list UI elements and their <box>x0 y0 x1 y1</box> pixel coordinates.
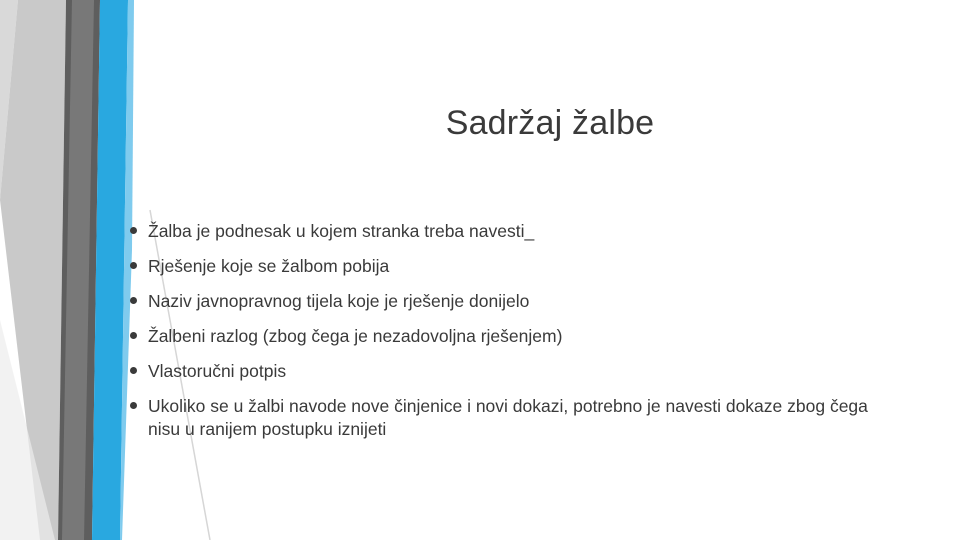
bullet-item <box>130 395 900 441</box>
bullet-text: Ukoliko se u žalbi navode nove činjenice i novi dokazi, potrebno je navesti dokaze zbog čega nisu u ranijem postupku iznijeti <box>148 396 868 439</box>
bullet-item <box>130 255 900 278</box>
bullet-icon <box>130 297 137 304</box>
bullet-icon <box>130 262 137 269</box>
bullet-list <box>130 220 900 453</box>
bullet-icon <box>130 227 137 234</box>
bullet-icon <box>130 402 137 409</box>
slide-title: Sadržaj žalbe <box>445 104 655 142</box>
bullet-item <box>130 360 900 383</box>
bullet-text: Vlastoručni potpis <box>148 361 287 381</box>
bullet-text: Naziv javnopravnog tijela koje je rješenje donijelo <box>148 291 530 311</box>
bullet-item <box>130 220 900 243</box>
bullet-text: Žalbeni razlog (zbog čega je nezadovoljna rješenjem) <box>148 326 563 346</box>
bullet-text: Žalba je podnesak u kojem stranka treba navesti_ <box>148 221 535 241</box>
bullet-item <box>130 290 900 313</box>
bullet-icon <box>130 332 137 339</box>
bullet-icon <box>130 367 137 374</box>
bullet-item <box>130 325 900 348</box>
bullet-text: Rješenje koje se žalbom pobija <box>148 256 390 276</box>
